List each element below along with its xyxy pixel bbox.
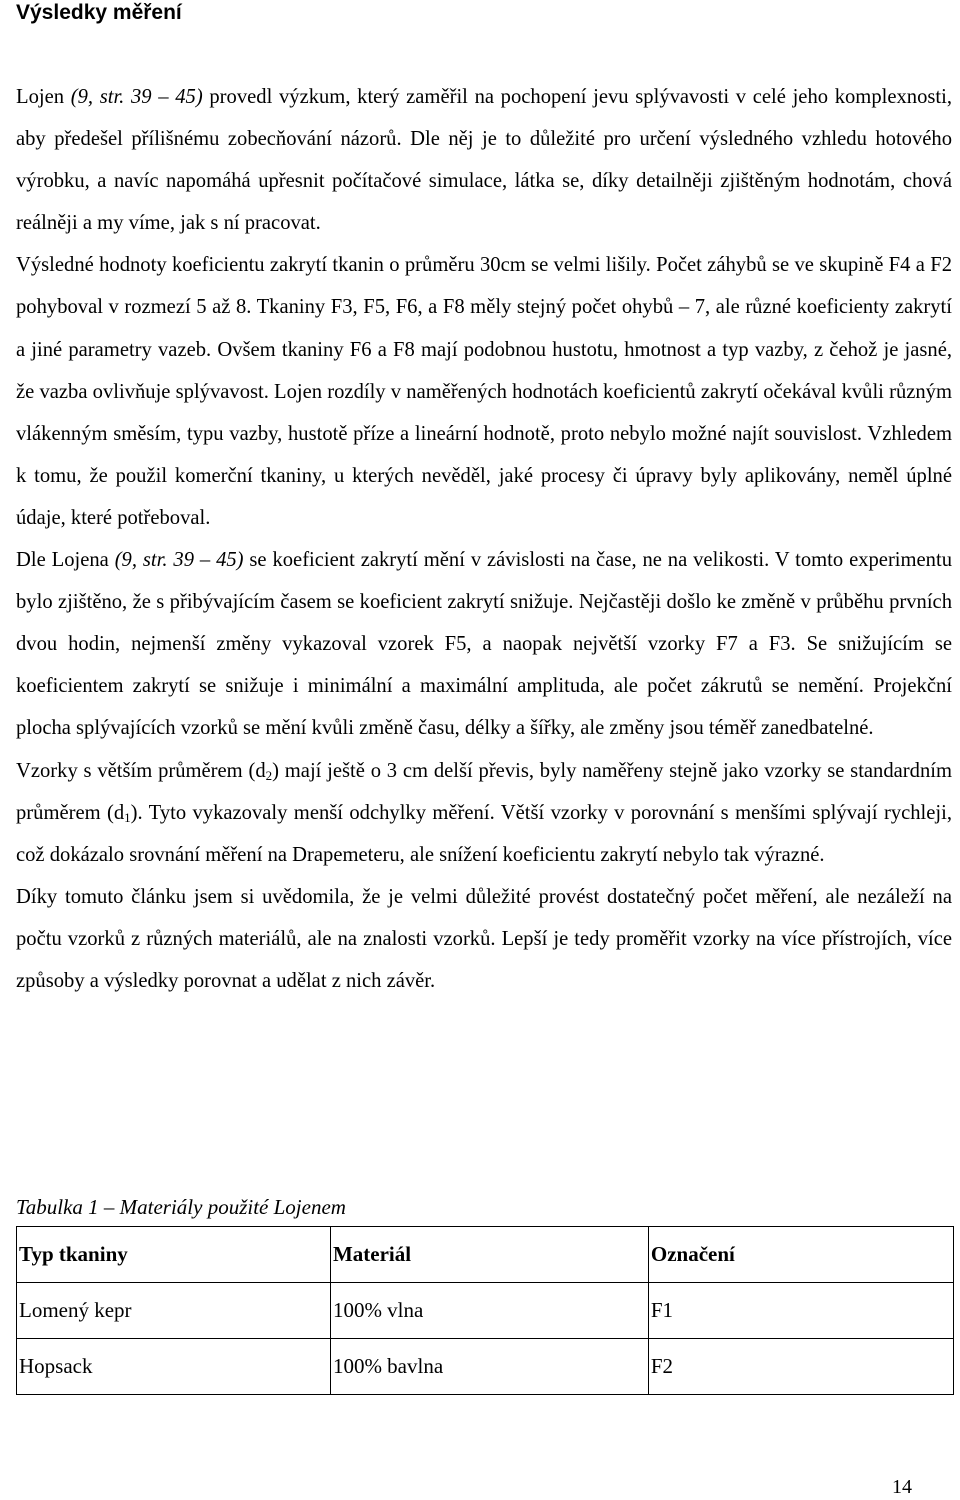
table-cell: Hopsack (17, 1339, 331, 1395)
table-cell: 100% vlna (330, 1283, 648, 1339)
paragraph-5: Díky tomuto článku jsem si uvědomila, že je velmi důležité provést dostatečný počet měření, ale nezáleží na počtu vzorků z různých materiálů, ale na znalosti vzorků. Lepší je tedy proměřit vzorky na více přístrojích, více způsoby a výsledky porovnat a udělat z nich závěr. (16, 885, 952, 992)
table-cell: F2 (648, 1339, 953, 1395)
paragraph-1: Lojen (9, str. 39 – 45) provedl výzkum, který zaměřil na pochopení jevu splývavosti v celé jeho komplexnosti, aby předešel přílišnému zobecňování názorů. Dle něj je to důležité pro určení výsledného vzhledu hotového výrobku, a navíc napomáhá upřesnit počítačové simulace, látka se, díky detailněji zjištěným hodnotám, chová reálněji a my víme, jak s ní pracovat. (16, 86, 952, 235)
table-row (17, 1339, 954, 1395)
header-cell-label: Označení (648, 1227, 953, 1283)
table-header-row (17, 1227, 954, 1283)
table-cell: Lomený kepr (17, 1283, 331, 1339)
document-page (16, 0, 952, 1500)
body-text (16, 76, 952, 1002)
paragraph-3: Dle Lojena (9, str. 39 – 45) se koeficient zakrytí mění v závislosti na čase, ne na velikosti. V tomto experimentu bylo zjištěno, že s přibývajícím časem se koeficient zakrytí snižuje. Nejčastěji došlo ke změně v průběhu prvních dvou hodin, nejmenší změny vykazoval vzorek F5, a naopak největší vzorky F7 a F3. Se snižujícím se koeficientem zakrytí se snižuje i minimální a maximální amplituda, ale počet zákrutů se nemění. Projekční plocha splývajících vzorků se mění kvůli změně času, délky a šířky, ale změny jsou téměř zanedbatelné. (16, 549, 952, 740)
section-heading: Výsledky měření (16, 1, 182, 24)
citation: (9, str. 39 – 45) (70, 86, 203, 108)
table-cell: F1 (648, 1283, 953, 1339)
table-cell: 100% bavlna (330, 1339, 648, 1395)
page-number: 14 (892, 1476, 912, 1498)
header-cell-type: Typ tkaniny (17, 1227, 331, 1283)
header-cell-material: Materiál (330, 1227, 648, 1283)
paragraph-4: Vzorky s větším průměrem $(d_2)$ mají ještě o 3 cm delší převis, byly naměřeny stejně jako vzorky se standardním průměrem $(d_1)$. Tyto vykazovaly menší odchylky měření. Větší vzorky v porovnání s menšími splývají rychleji, což dokázalo srovnání měření na Drapemeteru, ale snížení koeficientu zakrytí nebylo tak výrazné. (16, 759, 953, 866)
materials-table (16, 1226, 954, 1395)
table-row (17, 1283, 954, 1339)
paragraph-2: Výsledné hodnoty koeficientu zakrytí tkanin o průměru 30cm se velmi lišily. Počet záhybů se ve skupině F4 a F2 pohyboval v rozmezí 5 až 8. Tkaniny F3, F5, F6, a F8 měly stejný počet ohybů – 7, ale různé koeficienty zakrytí a jiné parametry vazeb. Ovšem tkaniny F6 a F8 mají podobnou hustotu, hmotnost a typ vazby, z čehož je jasné, že vazba ovlivňuje splývavost. Lojen rozdíly v naměřených hodnotách koeficientů zakrytí očekával kvůli různým vlákenným směsím, typu vazby, hustotě příze a lineární hodnotě, proto nebylo možné najít souvislost. Vzhledem k tomu, že použil komerční tkaniny, u kterých nevěděl, jaké procesy či úpravy byly aplikovány, neměl úplné údaje, které potřeboval. (16, 254, 952, 529)
citation: (9, str. 39 – 45) (114, 549, 244, 572)
table-caption: Tabulka 1 – Materiály použité Lojenem (16, 1195, 346, 1219)
